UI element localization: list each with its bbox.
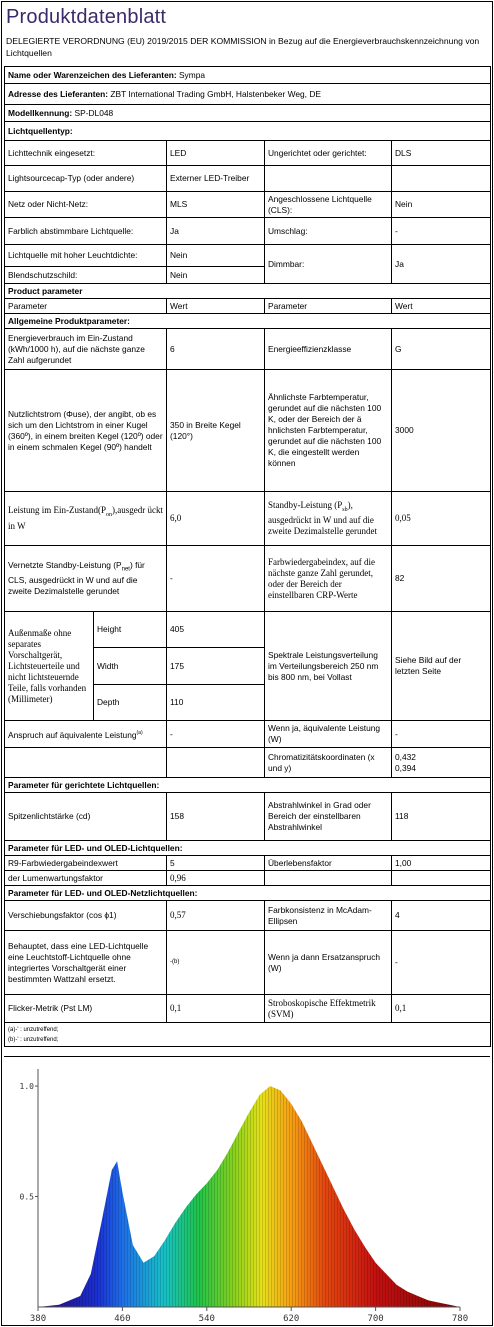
param-header-row xyxy=(5,299,491,314)
footnote-b: (b)-' : unzutreffend; xyxy=(8,1036,59,1043)
section-title: Product parameter xyxy=(5,284,491,299)
section-title: Parameter für LED- und OLED-Lichtquellen: xyxy=(5,841,491,856)
cell-value: Nein xyxy=(392,192,491,218)
table-row xyxy=(5,793,491,841)
cell-value: - xyxy=(167,546,265,612)
table-row xyxy=(5,329,491,370)
table-row xyxy=(5,166,491,192)
address-row xyxy=(5,84,491,105)
column-header: Wert xyxy=(392,299,491,314)
cell-label: Wenn ja, äquivalente Leistung (W) xyxy=(265,721,392,748)
cell-label: Außenmaße ohne separates Vorschaltgerät, Lichtsteuerteile und nicht lichtsteuernde Teile, falls vorhanden (Millimeter) xyxy=(5,612,94,721)
cell-label: Lichttechnik eingesetzt: xyxy=(5,141,167,166)
cell-value: G xyxy=(392,329,491,370)
column-header: Parameter xyxy=(265,299,392,314)
y-tick-label: 1.0 xyxy=(19,1082,34,1092)
section-title: Allgemeine Produktparameter: xyxy=(5,314,491,329)
cell-label: Stroboskopische Effektmetrik (SVM) xyxy=(265,995,392,1023)
datasheet-page xyxy=(1,1,493,1326)
cell-label: R9-Farbwiedergabeindexwert xyxy=(5,856,167,871)
cell-label: Ungerichtet oder gerichtet: xyxy=(265,141,392,166)
table-row xyxy=(5,871,491,886)
cell-value: 110 xyxy=(167,685,265,721)
cell-label: Behauptet, dass eine LED-Lichtquelle eine Leuchtstoff-Lichtquelle ohne integriertes Vorschaltgerät einer bestimmten Wattzahl ersetzt. xyxy=(5,931,167,995)
table-row xyxy=(5,901,491,931)
cell-label: Vernetzte Standby-Leistung $(P_{net})$ für CLS, ausgedrückt in W und auf die zweite Dezimalstelle gerundet xyxy=(5,546,167,612)
address-value: ZBT International Trading GmbH, Halstenbeker Weg, DE xyxy=(110,88,321,99)
table-row xyxy=(5,141,491,166)
cell-label: Lightsourcecap-Typ (oder andere) xyxy=(5,166,167,192)
column-header: Wert xyxy=(167,299,265,314)
cell-value: 6 xyxy=(167,329,265,370)
table-row xyxy=(5,931,491,995)
model-value: SP-DL048 xyxy=(74,107,114,118)
table-row xyxy=(5,612,491,648)
cell-value: Ja xyxy=(392,245,491,284)
cell-value: 0,1 xyxy=(167,995,265,1023)
cell-value: - xyxy=(167,721,265,748)
column-header: Parameter xyxy=(5,299,167,314)
section-title: Parameter für gerichtete Lichtquellen: xyxy=(5,778,491,793)
cell-label: Nutzlichtstrom (Φuse), der angibt, ob es sich um den Lichtstrom in einer Kugel (360º), in einem breiten Kegel (120º) oder in einem schmalen Kegel (90º) handelt xyxy=(5,370,167,492)
cell-label: Abstrahlwinkel in Grad oder Bereich der einstellbaren Abstrahlwinkel xyxy=(265,793,392,841)
cell-value: Nein xyxy=(167,245,265,267)
table-row xyxy=(5,995,491,1023)
table-row xyxy=(5,721,491,748)
cell-value: 4 xyxy=(392,901,491,931)
cell-label: Farbwiedergabeindex, auf die nächste ganze Zahl gerundet, oder der Bereich der einstellbaren CRP-Werte xyxy=(265,546,392,612)
model-label: Modellkennung: xyxy=(8,107,73,118)
supplier-label: Name oder Warenzeichen des Lieferanten: xyxy=(8,69,177,80)
section-product-parameter xyxy=(5,284,491,299)
cell-value: 3000 xyxy=(392,370,491,492)
cell-label: Standby-Leistung $(P_{sb})$, ausgedrückt in W und auf die zweite Dezimalstelle gerundet xyxy=(265,492,392,546)
cell-value: - xyxy=(392,721,491,748)
x-tick-label: 540 xyxy=(198,1314,215,1324)
cell-value: LED xyxy=(167,141,265,166)
table-row xyxy=(5,218,491,245)
cell-value: 82 xyxy=(392,546,491,612)
cell-value: 158 xyxy=(167,793,265,841)
cell-label: Width xyxy=(94,648,167,685)
cell-value: - xyxy=(392,931,491,995)
datasheet-table xyxy=(4,66,491,1047)
address-label: Adresse des Lieferanten: xyxy=(8,88,109,99)
cell-value: Externer LED-Treiber xyxy=(167,166,265,192)
supplier-value: Sympa xyxy=(178,69,206,80)
section-title: Lichtquellentyp: xyxy=(5,122,491,141)
cell-label: Dimmbar: xyxy=(265,245,392,284)
section-led-oled xyxy=(5,841,491,856)
cell-value: 0,1 xyxy=(392,995,491,1023)
model-row xyxy=(5,105,491,122)
cell-label: Lichtquelle mit hoher Leuchtdichte: xyxy=(5,245,167,267)
table-row xyxy=(5,546,491,612)
cell-label: Wenn ja dann Ersatzanspruch (W) xyxy=(265,931,392,995)
x-tick-label: 380 xyxy=(29,1314,47,1324)
cell-value: - xyxy=(392,218,491,245)
cell-value xyxy=(392,748,491,778)
spectrum-stripes xyxy=(38,1086,460,1307)
cell-value: 350 in Breite Kegel (120°) xyxy=(167,370,265,492)
cell-value: 1,00 xyxy=(392,856,491,871)
cell-value: 405 xyxy=(167,612,265,648)
cell-label: Energieverbrauch im Ein-Zustand (kWh/1000 h), auf die nächste ganze Zahl aufgerundet xyxy=(5,329,167,370)
cell-label: Energieeffizienzklasse xyxy=(265,329,392,370)
cell-label: Height xyxy=(94,612,167,648)
section-led-oled-mains xyxy=(5,886,491,901)
cell-label: der Lumenwartungsfaktor xyxy=(5,871,167,886)
cell-label: Ähnlichste Farbtemperatur, gerundet auf die nächsten 100 K, oder der Bereich der ä hnlichsten Farbtemperatur, gerundet auf die nächsten 100 K, die eingestellt werden können xyxy=(265,370,392,492)
cell-value: MLS xyxy=(167,192,265,218)
section-title: Parameter für LED- und OLED-Netzlichtquellen: xyxy=(5,886,491,901)
cell-value: 0,57 xyxy=(167,901,265,931)
cell-label: Leistung im Ein-$Zustand(P_{on}),ausgedr$ ückt in W xyxy=(5,492,167,546)
spectrum-chart xyxy=(4,1056,490,1326)
table-row xyxy=(5,245,491,267)
x-tick-label: 460 xyxy=(114,1314,131,1324)
cell-value: Siehe Bild auf der letzten Seite xyxy=(392,612,491,721)
section-general xyxy=(5,314,491,329)
cell-value: Ja xyxy=(167,218,265,245)
cell-value: 175 xyxy=(167,648,265,685)
section-directional xyxy=(5,778,491,793)
cell-label: Flicker-Metrik (Pst LM) xyxy=(5,995,167,1023)
table-row xyxy=(5,492,491,546)
cell-label: Netz oder Nicht-Netz: xyxy=(5,192,167,218)
cell-label: Farblich abstimmbare Lichtquelle: xyxy=(5,218,167,245)
supplier-row xyxy=(5,67,491,84)
cell-label: Spitzenlichtstärke (cd) xyxy=(5,793,167,841)
section-lightsource-type xyxy=(5,122,491,141)
footnotes-row xyxy=(5,1023,491,1047)
chroma-y: 0,394 xyxy=(395,762,416,773)
table-row xyxy=(5,192,491,218)
cell-value: Nein xyxy=(167,267,265,284)
table-row xyxy=(5,370,491,492)
table-row xyxy=(5,748,491,778)
chroma-x: 0,432 xyxy=(395,751,416,762)
y-tick-label: 0.5 xyxy=(19,1192,34,1202)
x-tick-label: 700 xyxy=(367,1314,384,1324)
cell-label: Chromatizitätskoordinaten (x und y) xyxy=(265,748,392,778)
page-title: Produktdatenblatt xyxy=(6,6,167,28)
cell-label: Anspruch auf äquivalente Leistung$^{(a)}$ xyxy=(5,721,167,748)
cell-value: 118 xyxy=(392,793,491,841)
cell-label: Farbkonsistenz in McAdam-Ellipsen xyxy=(265,901,392,931)
plot-area xyxy=(20,1069,469,1324)
cell-value: -(b) xyxy=(167,931,265,995)
page-subtitle: DELEGIERTE VERORDNUNG (EU) 2019/2015 DER KOMMISSION in Bezug auf die Energieverbrauchskennzeichnung von Lichtquellen xyxy=(6,36,480,58)
cell-value: 0,96 xyxy=(167,871,265,886)
spectrum-svg xyxy=(4,1057,490,1325)
cell-value: 6,0 xyxy=(167,492,265,546)
cell-label: Verschiebungsfaktor (cos ϕ1) xyxy=(5,901,167,931)
cell-label: Angeschlossene Lichtquelle (CLS): xyxy=(265,192,392,218)
cell-label: Umschlag: xyxy=(265,218,392,245)
x-tick-label: 620 xyxy=(283,1314,300,1324)
cell-label: Blendschutzschild: xyxy=(5,267,167,284)
footnote-a: (a)-' : unzutreffend; xyxy=(8,1026,59,1033)
x-tick-label: 780 xyxy=(451,1314,469,1324)
cell-label: Überlebensfaktor xyxy=(265,856,392,871)
cell-label: Depth xyxy=(94,685,167,721)
cell-value: 5 xyxy=(167,856,265,871)
cell-value: 0,05 xyxy=(392,492,491,546)
cell-value: DLS xyxy=(392,141,491,166)
table-row xyxy=(5,856,491,871)
cell-label: Spektrale Leistungsverteilung im Verteilungsbereich 250 nm bis 800 nm, bei Vollast xyxy=(265,612,392,721)
